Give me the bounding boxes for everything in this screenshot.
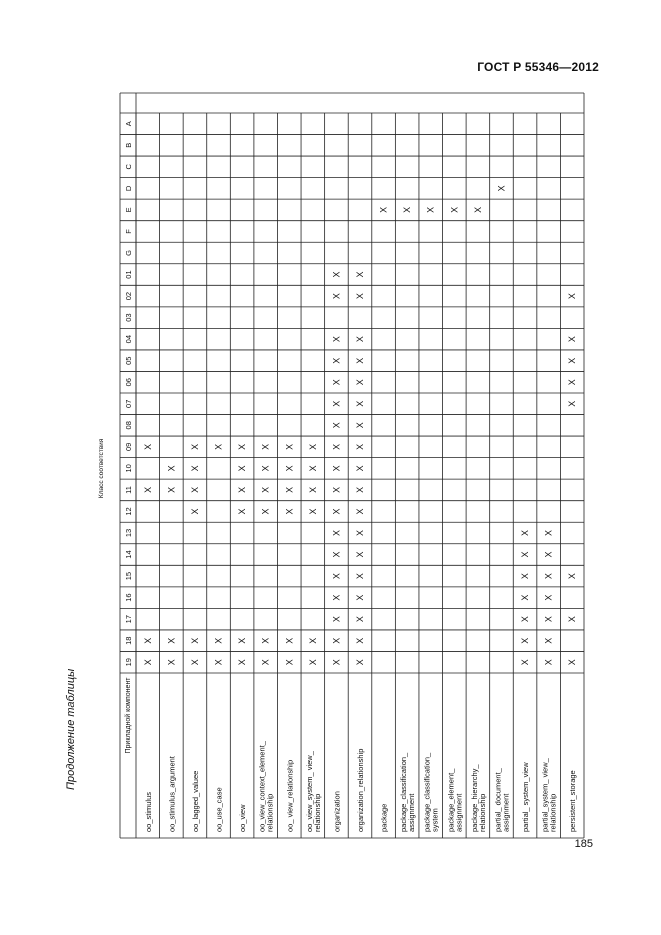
- conformance-mark: X: [331, 379, 342, 386]
- component-name: organization: [332, 791, 342, 832]
- conformance-mark: X: [543, 659, 554, 666]
- conformance-mark: X: [355, 637, 365, 644]
- conformance-mark: X: [284, 659, 295, 666]
- conformance-mark: X: [331, 336, 342, 343]
- conformance-mark: X: [520, 529, 531, 537]
- conformance-mark: X: [520, 594, 531, 601]
- component-name: relationship: [477, 793, 487, 832]
- conformance-mark: X: [331, 529, 342, 537]
- component-name: oo_view_context_element_: [257, 741, 267, 832]
- conformance-mark: X: [402, 206, 413, 213]
- conformance-mark: X: [189, 465, 200, 472]
- conformance-mark: X: [237, 508, 248, 515]
- conformance-mark: X: [213, 443, 224, 450]
- conformance-mark: X: [567, 659, 578, 666]
- conformance-mark: X: [355, 508, 365, 515]
- table-row: [379, 207, 389, 832]
- table-row: [331, 272, 341, 832]
- conformance-mark: X: [260, 443, 271, 450]
- conformance-mark: X: [567, 400, 578, 407]
- conformance-mark: X: [331, 271, 342, 278]
- conformance-mark: X: [189, 486, 200, 493]
- conformance-mark: X: [355, 616, 365, 623]
- conformance-mark: X: [567, 336, 578, 343]
- conformance-mark: X: [543, 573, 554, 580]
- column-label-19: 19: [124, 658, 133, 667]
- conformance-mark: X: [237, 659, 248, 666]
- conformance-mark: X: [142, 443, 153, 450]
- conformance-mark: X: [355, 336, 365, 343]
- conformance-mark: X: [355, 400, 365, 407]
- column-label-12: 12: [124, 507, 133, 516]
- column-label-14: 14: [124, 550, 133, 559]
- component-name: package: [379, 803, 389, 832]
- conformance-mark: X: [355, 422, 365, 429]
- conformance-mark: X: [284, 637, 295, 644]
- column-label-05: 05: [124, 356, 133, 365]
- conformance-mark: X: [284, 486, 295, 493]
- conformance-mark: X: [260, 486, 271, 493]
- conformance-mark: X: [543, 616, 554, 623]
- column-label-09: 09: [124, 442, 133, 452]
- conformance-mark: X: [520, 551, 531, 558]
- table-row: [355, 272, 365, 832]
- conformance-mark: X: [355, 659, 365, 666]
- conformance-mark: X: [331, 508, 342, 515]
- component-name: organization_relationship: [356, 748, 365, 832]
- conformance-mark: X: [331, 637, 342, 644]
- conformance-mark: X: [449, 206, 460, 213]
- component-header: Прикладной компонент: [125, 677, 132, 754]
- conformance-mark: X: [237, 443, 248, 450]
- component-name: package_classification_: [422, 752, 432, 832]
- conformance-mark: X: [260, 659, 271, 666]
- component-name: assignment: [501, 793, 511, 832]
- conformance-mark: X: [284, 465, 295, 472]
- conformance-mark: X: [355, 486, 365, 493]
- column-label-03: 03: [124, 313, 133, 322]
- conformance-mark: X: [331, 659, 342, 666]
- conformance-mark: X: [166, 486, 177, 493]
- conformance-mark: X: [237, 637, 248, 644]
- conformance-mark: X: [567, 379, 578, 386]
- conformance-mark: X: [142, 659, 153, 666]
- page-number: 185: [574, 838, 593, 850]
- conformance-mark: X: [260, 465, 271, 472]
- column-label-16: 16: [124, 593, 133, 602]
- column-label-08: 08: [124, 421, 133, 430]
- column-label-E: E: [124, 207, 133, 213]
- conformance-mark: X: [307, 637, 318, 644]
- conformance-mark: X: [331, 616, 342, 623]
- conformance-mark: X: [496, 185, 507, 192]
- conformance-mark: X: [355, 379, 365, 386]
- component-name: oo_stimulus_argument: [167, 756, 177, 832]
- conformance-mark: X: [307, 486, 318, 493]
- conformance-mark: X: [307, 465, 318, 472]
- conformance-mark: X: [260, 637, 271, 644]
- component-name: oo_view_system_ view_: [304, 751, 314, 832]
- conformance-mark: X: [355, 443, 365, 450]
- conformance-mark: X: [355, 293, 365, 300]
- conformance-mark: X: [331, 486, 342, 493]
- column-label-04: 04: [124, 334, 133, 344]
- column-label-15: 15: [124, 571, 133, 581]
- component-name: package_classification_: [399, 752, 409, 832]
- component-name: oo_stimulus: [143, 791, 153, 832]
- conformance-mark: X: [307, 443, 318, 450]
- conformance-mark: X: [543, 529, 554, 537]
- table-row: [567, 293, 577, 832]
- conformance-mark: X: [166, 637, 177, 644]
- conformance-mark: X: [378, 206, 389, 213]
- component-name: partial_system_ view_: [540, 758, 550, 832]
- conformance-mark: X: [520, 573, 531, 580]
- column-label-G: G: [124, 250, 133, 256]
- conformance-mark: X: [543, 594, 554, 601]
- conformance-mark: X: [567, 573, 578, 580]
- component-name: persistent_storage: [568, 770, 578, 832]
- conformance-mark: X: [331, 400, 342, 407]
- column-label-02: 02: [124, 291, 133, 301]
- conformance-mark: X: [331, 443, 342, 450]
- column-label-06: 06: [124, 378, 133, 387]
- conformance-mark: X: [142, 486, 153, 493]
- component-name: assignment: [454, 793, 464, 832]
- conformance-mark: X: [307, 508, 318, 515]
- table-row: [190, 444, 200, 832]
- column-label-13: 13: [124, 528, 133, 538]
- component-name: package_hierarchy_: [469, 764, 479, 832]
- conformance-mark: X: [355, 465, 365, 472]
- conformance-mark: X: [213, 637, 224, 644]
- table-row: [399, 207, 416, 832]
- component-name: partial_ document_: [493, 768, 503, 832]
- column-label-10: 10: [124, 464, 133, 473]
- component-name: oo_use_case: [214, 787, 224, 832]
- column-label-07: 07: [124, 399, 133, 408]
- conformance-mark: X: [567, 357, 578, 364]
- conformance-mark: X: [189, 637, 200, 644]
- table-row: [258, 444, 275, 832]
- conformance-mark: X: [355, 551, 365, 558]
- component-name: oo_view: [238, 804, 248, 832]
- conformance-mark: X: [331, 465, 342, 472]
- conformance-mark: X: [567, 293, 578, 300]
- column-label-01: 01: [124, 270, 133, 279]
- conformance-mark: X: [189, 508, 200, 515]
- conformance-mark: X: [307, 659, 318, 666]
- column-label-17: 17: [124, 614, 133, 624]
- conformance-mark: X: [331, 594, 342, 601]
- conformance-mark: X: [425, 206, 436, 213]
- conformance-mark: X: [543, 551, 554, 558]
- conformance-mark: X: [237, 465, 248, 472]
- component-name: relationship: [312, 793, 322, 832]
- table-row: [143, 444, 153, 832]
- conformance-mark: X: [520, 637, 531, 644]
- conformance-mark: X: [142, 637, 153, 644]
- conformance-mark: X: [355, 357, 365, 364]
- component-name: relationship: [265, 793, 275, 832]
- conformance-mark: X: [213, 659, 224, 666]
- column-label-F: F: [124, 229, 133, 234]
- continuation-label: Продолжение таблицы: [65, 668, 77, 790]
- conformance-mark: X: [237, 486, 248, 493]
- conformance-mark: X: [189, 659, 200, 666]
- conformance-mark: X: [355, 529, 365, 537]
- component-name: oo_lagged_valuee: [190, 770, 200, 832]
- conformance-mark: X: [331, 357, 342, 364]
- class-header-label: Класс соответствия: [98, 438, 105, 499]
- conformance-mark: X: [472, 206, 483, 213]
- conformance-mark: X: [355, 594, 365, 601]
- table-row: [423, 207, 440, 832]
- conformance-mark: X: [543, 637, 554, 644]
- standard-header: ГОСТ Р 55346—2012: [477, 60, 599, 74]
- component-name: assignment: [407, 793, 417, 832]
- component-name: package_element_: [446, 768, 456, 832]
- table-row: [470, 207, 487, 832]
- conformance-mark: X: [520, 659, 531, 666]
- table-row: [520, 530, 530, 832]
- component-name: system: [430, 808, 440, 832]
- conformance-mark: X: [260, 508, 271, 515]
- table-row: [284, 444, 294, 832]
- conformance-mark: X: [520, 616, 531, 623]
- component-name: partial_ system_view: [521, 762, 531, 832]
- conformance-mark: X: [331, 551, 342, 558]
- conformance-mark: X: [355, 271, 365, 278]
- conformance-mark: X: [355, 573, 365, 580]
- component-name: oo_ view_relationship: [285, 759, 295, 832]
- table-row: [541, 530, 558, 832]
- table-row: [166, 465, 176, 832]
- column-label-18: 18: [124, 636, 133, 645]
- column-label-A: A: [124, 121, 133, 127]
- table-row: [237, 444, 247, 832]
- conformance-mark: X: [166, 659, 177, 666]
- table-row: [305, 444, 322, 832]
- column-label-11: 11: [124, 486, 133, 494]
- conformance-mark: X: [284, 508, 295, 515]
- conformance-mark: X: [567, 616, 578, 623]
- component-name: relationship: [548, 793, 558, 832]
- table-row: [493, 185, 510, 832]
- conformance-mark: X: [331, 573, 342, 580]
- table-row: [214, 444, 224, 832]
- column-label-C: C: [124, 164, 133, 170]
- column-label-B: B: [124, 142, 133, 148]
- conformance-mark: X: [166, 465, 177, 472]
- conformance-mark: X: [284, 443, 295, 450]
- column-label-D: D: [124, 185, 133, 192]
- table-row: [446, 207, 463, 832]
- conformance-mark: X: [331, 422, 342, 429]
- conformance-mark: X: [331, 293, 342, 300]
- conformance-mark: X: [189, 443, 200, 450]
